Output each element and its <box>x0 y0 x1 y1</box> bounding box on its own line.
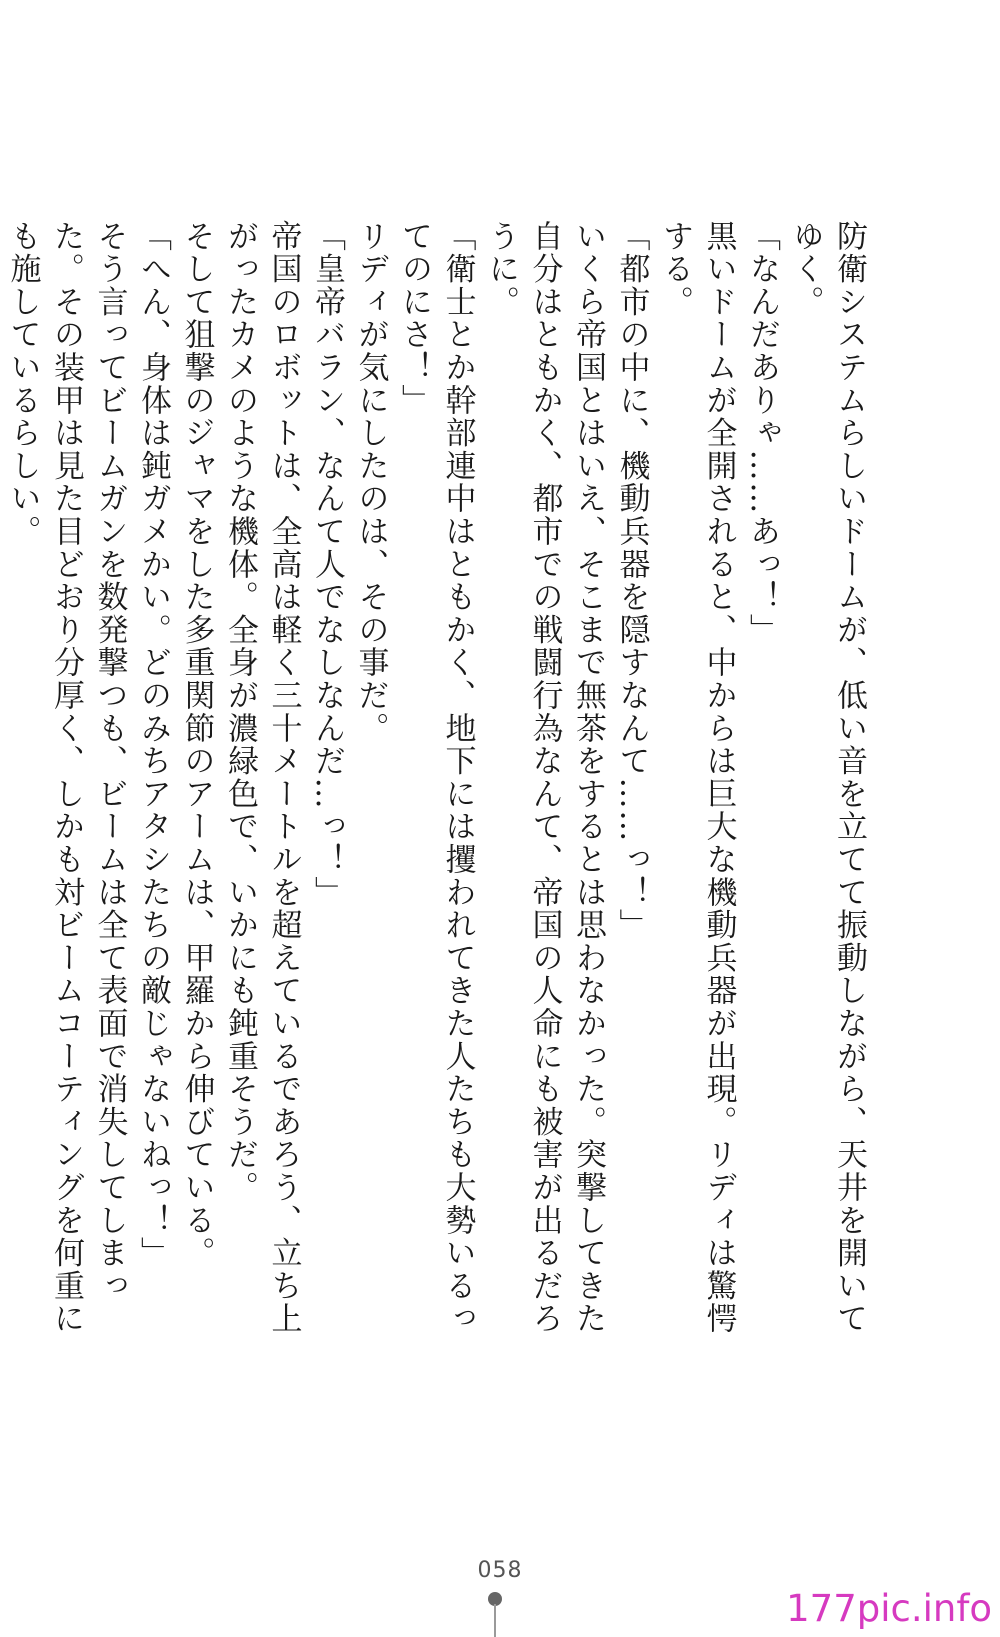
paragraph: 帝国のロボットは、全高は軽く三十メートルを超えているであろう、立ち上がったカメのような機体。全身が濃緑色で、いかにも鈍重そうだ。 <box>222 220 302 1336</box>
paragraph: 「都市の中に、機動兵器を隠すなんて……っ！」 <box>613 220 650 942</box>
paragraph: 「皇帝バラン、なんて人でなしなんだ…っ！」 <box>309 220 345 909</box>
paragraph: 「衛士とか幹部連中はともかく、地下には攫われてきた人たちも大勢いるってのにさ！」 <box>396 220 476 1336</box>
watermark-text: 177pic.info <box>786 1587 992 1630</box>
paragraph: そして狙撃のジャマをした多重関節のアームは、甲羅から伸びている。 <box>178 220 215 1270</box>
paragraph: 「へん、身体は鈍ガメかい。どのみちアタシたちの敵じゃないねっ！」 <box>135 220 171 1270</box>
paragraph: 防衛システムらしいドームが、低い音を立てて振動しながら、天井を開いてゆく。 <box>787 220 867 1336</box>
page-number: 058 <box>477 1558 523 1583</box>
paragraph: リディが気にしたのは、その事だ。 <box>352 220 389 745</box>
paragraph: 黒いドームが全開されると、中からは巨大な機動兵器が出現。リディは驚愕する。 <box>657 220 737 1336</box>
vertical-text-body <box>4 220 870 1340</box>
page-marker-line <box>494 1604 496 1637</box>
paragraph: そう言ってビームガンを数発撃つも、ビームは全て表面で消失してしまった。その装甲は見た目どおり分厚く、しかも対ビームコーティングを何重にも施しているらしい。 <box>4 220 128 1336</box>
paragraph: 「なんだありゃ……あっ！」 <box>744 220 780 647</box>
paragraph: いくら帝国とはいえ、そこまで無茶をするとは思わなかった。突撃してきた自分はともかく、都市での戦闘行為なんて、帝国の人命にも被害が出るだろうに。 <box>483 220 606 1336</box>
